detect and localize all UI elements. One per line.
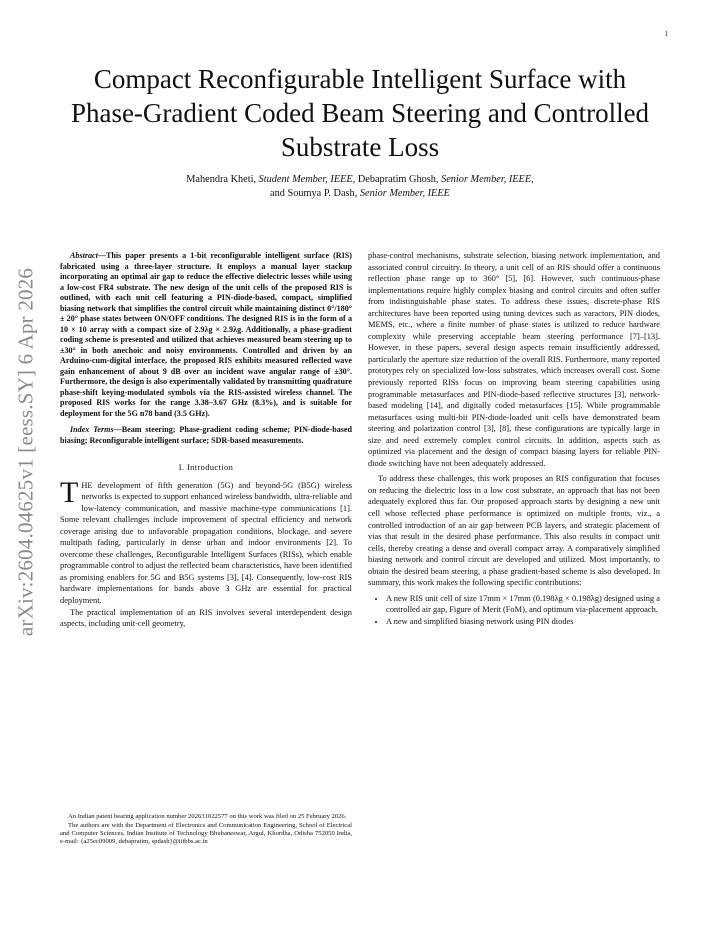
- right-paragraph-2: To address these challenges, this work proposes an RIS configuration that focuses on reducing the dielectric loss in a low cost substrate, an approach that has not been adequately explored thus far. Our proposed approach starts by designing a new unit cell whose reflected phase performance is optimized on multiple fronts, viz., a controlled introduction of an air gap between PCB layers, and strategic placement of vias that result in the desired phase performance. This also results in compact unit cells, thereby creating a dense and overall compact array. A comparatively simplified biasing network and control circuit are developed and utilized. Most importantly, to obtain the desired beam steering, a phase gradient-based scheme is also developed. In summary, this work makes the following specific contributions:: [368, 474, 660, 588]
- arxiv-stamp-text: arXiv:2604.04625v1 [eess.SY] 6 Apr 2026: [13, 267, 38, 637]
- right-column: [368, 250, 660, 628]
- footnotes: [60, 813, 352, 847]
- intro-paragraph-2: The practical implementation of an RIS involves several interdependent design aspects, including unit-cell geometry,: [60, 607, 352, 629]
- index-terms-text: —Beam steering; Phase-gradient coding scheme; PIN-diode-based biasing; Reconfigurable intelligent surface; SDR-based measurements.: [60, 425, 353, 445]
- paper-title: Compact Reconfigurable Intelligent Surface with Phase-Gradient Coded Beam Steering and Controlled Substrate Loss: [70, 64, 650, 162]
- footnote-affiliation: The authors are with the Department of Electronics and Communication Engineering, School of Electrical and Computer Sciences, Indian Institute of Technology Bhubaneswar, Argul, Khordha, Odisha 752050 India, e-mail: {a25ec09009, debapratim, spdash}@iitbbs.ac.in: [60, 822, 352, 846]
- author-block: [60, 173, 660, 201]
- contribution-item: • A new and simplified biasing network using PIN diodes: [386, 616, 660, 628]
- arxiv-sidebar-stamp: [6, 256, 46, 648]
- footnote-patent: An Indian patent bearing application number 202631022577 on this work was filed on 25 February 2026.: [68, 813, 347, 820]
- abstract-label: Abstract: [70, 251, 98, 260]
- index-terms: [60, 425, 352, 446]
- contributions-list: [368, 593, 660, 628]
- intro-paragraph-1: [60, 475, 352, 607]
- authors-line-2: and Soumya P. Dash, Senior Member, IEEE: [270, 188, 450, 199]
- authors-line-1: Mahendra Kheti, Student Member, IEEE, Debapratim Ghosh, Senior Member, IEEE,: [186, 174, 534, 185]
- left-column: [60, 251, 352, 630]
- index-terms-label: Index Terms: [70, 425, 114, 434]
- abstract: [60, 251, 352, 419]
- page-number: 1: [664, 30, 668, 38]
- contribution-item: • A new RIS unit cell of size 17mm × 17mm (0.198λg × 0.198λg) designed using a controlled air gap, Figure of Merit (FoM), and optimum via-placement approach.: [386, 593, 660, 616]
- section-heading-introduction: I. Introduction: [178, 463, 234, 472]
- drop-cap: T: [60, 475, 79, 509]
- abstract-text: —This paper presents a 1-bit reconfigurable intelligent surface (RIS) fabricated using a three-layer structure. It employs a manual layer stackup incorporating an optimal air gap to reduce the effective dielectric losses while using a low-cost FR4 substrate. The new design of the unit cells of the proposed RIS is outlined, with each unit cell featuring a PIN-diode-based, compact, simplified biasing network that simplifies the control circuit while maintaining distinct 0°/180° ± 20° phase states between ON/OFF conditions. The designed RIS is in the form of a 10 × 10 array with a compact size of 2.9λg × 2.9λg. Additionally, a phase-gradient coding scheme is presented and utilized that achieves measured beam steering up to ±30° in both anechoic and noisy environments. Controlled and driven by an Arduino-cum-digital interface, the proposed RIS exhibits measured reflected wave gain enhancement of about 9 dB over an incident wave angular range of ±30°. Furthermore, the design is also experimentally validated by transmitting quadrature phase-shift keying-modulated symbols via the RIS-assisted wireless channel. The proposed RIS works for the range 3.38–3.67 GHz (8.3%), and is suitable for deployment for the 5G n78 band (3.5 GHz).: [60, 251, 352, 418]
- intro-paragraph-1-text: HE development of fifth generation (5G) and beyond-5G (B5G) wireless networks is expected to support enhanced wireless bandwidth, ultra-reliable and low-latency communication, and massive machine-type communications [1]. Some relevant challenges include improvement of spectral efficiency and network coverage arising due to unfavorable propagation conditions, blockage, and severe multipath fading, particularly in dense urban and indoor environments [2]. To overcome these challenges, Reconfigurable Intelligent Surfaces (RISs), which enable programmable control to adjust the reflected beam characteristics, have been identified as promising enablers for 5G and B5G systems [3], [4]. Consequently, low-cost RIS hardware implementations for bands above 3 GHz are essential for practical deployment.: [60, 480, 352, 606]
- right-paragraph-1: phase-control mechanisms, substrate selection, biasing network implementation, and associated control circuitry. In theory, a unit cell of an RIS should offer a continuous reflection phase range up to 360° [5], [6]. However, such continuous-phase implementations require highly complex biasing and control circuits and often suffer from indistinguishable phase states. To address these issues, discrete-phase RIS architectures have been reported using tuning devices such as varactors, PIN diodes, MEMS, etc., where a finite number of phase states is utilized to reduce hardware complexity while preserving acceptable beam steering performance [7]–[13]. However, in these papers, several design aspects remain insufficiently addressed, particularly the aperture size reduction of the overall RIS. Furthermore, many reported prototypes rely on specialized low-loss substrates, which increases overall cost. Some previously reported RISs focus on improving beam steering capabilities using programmable metasurfaces and PIN-diode-based reflective structures [3], network-based modeling [14], and digitally coded metasurfaces [15]. While programmable metasurfaces using multi-bit PIN-diode-loaded unit cells have demonstrated beam steering and polarization control [3], [8], these configurations are typically large in size and need extremely complex control circuits. In addition, aspects such as optimized via placement and the design of compact biasing layers for reliable PIN-diode switching have not been adequately addressed.: [368, 251, 660, 468]
